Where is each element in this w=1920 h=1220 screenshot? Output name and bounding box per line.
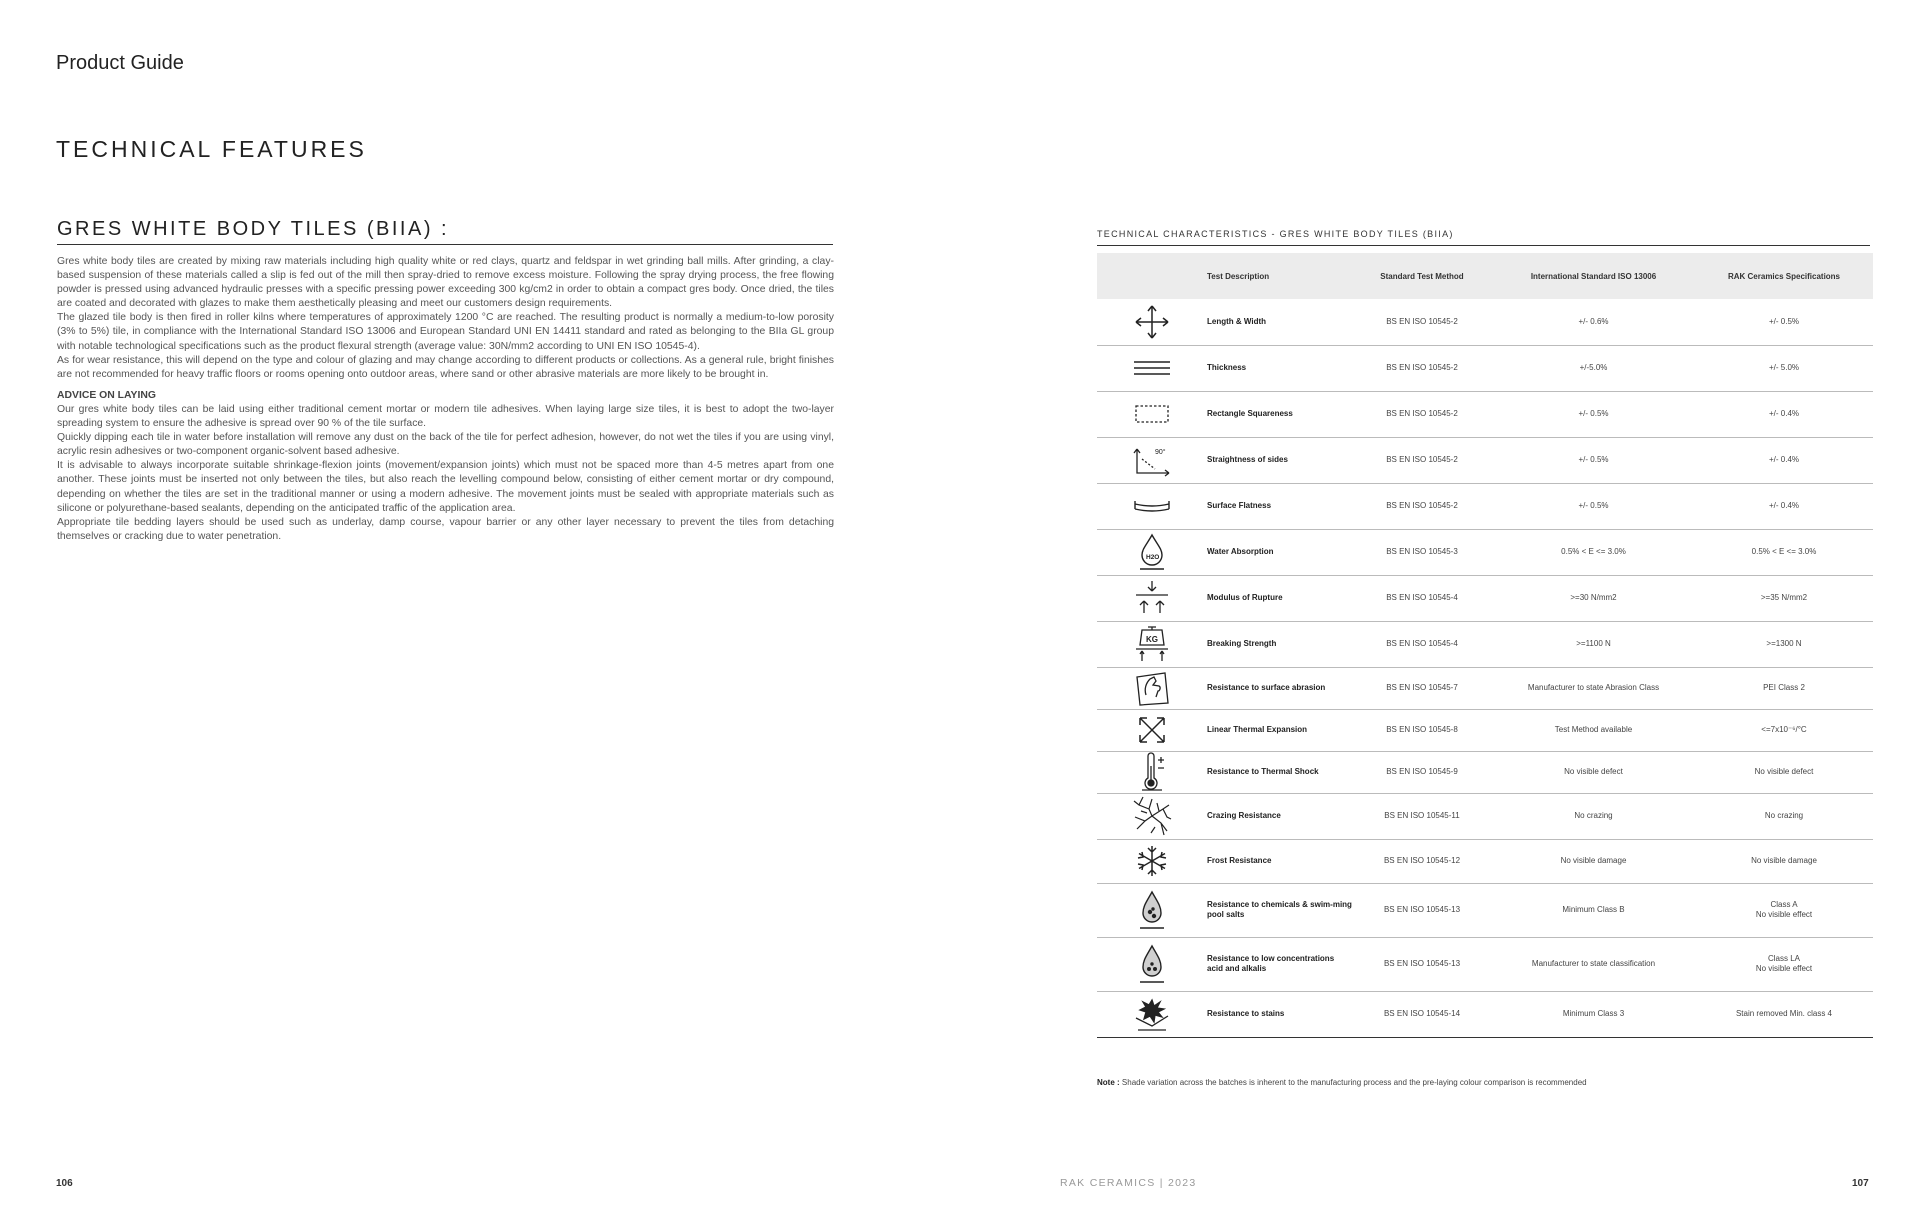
rak-value: >=1300 N: [1695, 621, 1873, 667]
test-method: BS EN ISO 10545-8: [1352, 709, 1492, 751]
iso-value: +/- 0.5%: [1492, 483, 1695, 529]
test-method: BS EN ISO 10545-3: [1352, 529, 1492, 575]
table-row: [1097, 991, 1873, 1037]
column-header: RAK Ceramics Specifications: [1695, 253, 1873, 299]
abrasion-hand-icon: [1097, 667, 1207, 709]
section-title: GRES WHITE BODY TILES (BIIA) :: [57, 218, 833, 245]
rak-value: Stain removed Min. class 4: [1695, 991, 1873, 1037]
kg-label: KG: [1146, 635, 1158, 644]
iso-value: +/- 0.5%: [1492, 437, 1695, 483]
test-description: Thickness: [1207, 345, 1352, 391]
iso-value: >=1100 N: [1492, 621, 1695, 667]
rak-value: No crazing: [1695, 793, 1873, 839]
thermometer-icon: [1097, 751, 1207, 793]
iso-value: Manufacturer to state Abrasion Class: [1492, 667, 1695, 709]
angle-label: 90°: [1155, 449, 1166, 456]
rak-value: No visible defect: [1695, 751, 1873, 793]
test-method: BS EN ISO 10545-2: [1352, 437, 1492, 483]
weight-kg-icon: [1097, 621, 1207, 667]
table-row: [1097, 937, 1873, 991]
iso-value: Minimum Class 3: [1492, 991, 1695, 1037]
footer-brand: RAK CERAMICS | 2023: [1060, 1177, 1197, 1189]
test-description: Resistance to surface abrasion: [1207, 667, 1352, 709]
page-title: TECHNICAL FEATURES: [56, 136, 367, 162]
icon-column-header: [1097, 253, 1207, 299]
rupture-arrows-icon: [1097, 575, 1207, 621]
table-row: [1097, 709, 1873, 751]
table-row: [1097, 667, 1873, 709]
test-description: Frost Resistance: [1207, 839, 1352, 883]
note-label: Note :: [1097, 1078, 1120, 1087]
test-description: Crazing Resistance: [1207, 793, 1352, 839]
column-header: Standard Test Method: [1352, 253, 1492, 299]
rak-value: Class LA No visible effect: [1695, 937, 1873, 991]
chemical-drop-icon: [1097, 883, 1207, 937]
flatness-curve-icon: [1097, 483, 1207, 529]
test-description: Water Absorption: [1207, 529, 1352, 575]
dashed-rectangle-icon: [1097, 391, 1207, 437]
iso-value: +/- 0.6%: [1492, 299, 1695, 345]
test-method: BS EN ISO 10545-2: [1352, 299, 1492, 345]
table-row: [1097, 621, 1873, 667]
test-method: BS EN ISO 10545-11: [1352, 793, 1492, 839]
note-text: Shade variation across the batches is inherent to the manufacturing process and the pre-laying colour comparison is recommended: [1121, 1078, 1587, 1087]
table-row: [1097, 391, 1873, 437]
rak-value: +/- 0.4%: [1695, 483, 1873, 529]
test-description: Surface Flatness: [1207, 483, 1352, 529]
test-method: BS EN ISO 10545-13: [1352, 883, 1492, 937]
table-row: [1097, 575, 1873, 621]
rak-value: <=7x10⁻⁶/°C: [1695, 709, 1873, 751]
iso-value: Manufacturer to state classification: [1492, 937, 1695, 991]
table-row: [1097, 793, 1873, 839]
table-header-row: [1097, 253, 1873, 299]
iso-value: No visible damage: [1492, 839, 1695, 883]
paragraph: Quickly dipping each tile in water before installation will remove any dust on the back of the tile for perfect adhesion, however, do not wet the tiles if you are using vinyl, acrylic resin adhesives or two-component organic-solvent based adhesive.: [57, 432, 834, 458]
rak-value: Class A No visible effect: [1695, 883, 1873, 937]
table-row: [1097, 299, 1873, 345]
test-description: Resistance to low concentrations acid and alkalis: [1207, 937, 1352, 991]
test-description: Modulus of Rupture: [1207, 575, 1352, 621]
test-description: Length & Width: [1207, 299, 1352, 345]
column-header: Test Description: [1207, 253, 1352, 299]
right-angle-icon: [1097, 437, 1207, 483]
table-row: [1097, 751, 1873, 793]
iso-value: >=30 N/mm2: [1492, 575, 1695, 621]
paragraph: Gres white body tiles are created by mixing raw materials including high quality white or red clays, quartz and feldspar in wet grinding ball mills. After grinding, a clay-based suspension of these materials called a slip is fed out of the mill then spray-dried to remove excess moisture. Following the spray drying process, the free flowing powder is pressed using advanced hydraulic presses with a specific pressing power exceeding 300 kg/cm2 in order to obtain a compact gres body. Once dried, the tiles are coated and decorated with glazes to make them aesthetically pleasing and meet our customers design requirements.: [57, 256, 834, 310]
test-description: Linear Thermal Expansion: [1207, 709, 1352, 751]
acid-drop-icon: [1097, 937, 1207, 991]
water-drop-icon: [1097, 529, 1207, 575]
expansion-arrows-icon: [1097, 709, 1207, 751]
iso-value: +/- 0.5%: [1492, 391, 1695, 437]
paragraph: It is advisable to always incorporate suitable shrinkage-flexion joints (movement/expansion joints) which must not be spaced more than 4-5 metres apart from one another. These joints must be inserted not only between the tiles, but also reach the levelling compound below, consisting of either cement mortar or dry compound, depending on whether the tiles are set in the traditional manner or using a modern adhesive. The movement joints must be sealed with appropriate materials such as silicone or polyurethane-based sealants, depending on the anticipated traffic of the application area.: [57, 460, 834, 514]
snowflake-icon: [1097, 839, 1207, 883]
test-method: BS EN ISO 10545-14: [1352, 991, 1492, 1037]
test-description: Resistance to stains: [1207, 991, 1352, 1037]
table-row: [1097, 437, 1873, 483]
section-body: [57, 255, 834, 544]
test-method: BS EN ISO 10545-4: [1352, 575, 1492, 621]
iso-value: No visible defect: [1492, 751, 1695, 793]
test-description: Breaking Strength: [1207, 621, 1352, 667]
rak-value: +/- 5.0%: [1695, 345, 1873, 391]
table-row: [1097, 839, 1873, 883]
stain-icon: [1097, 991, 1207, 1037]
rak-value: >=35 N/mm2: [1695, 575, 1873, 621]
test-method: BS EN ISO 10545-2: [1352, 483, 1492, 529]
table-heading: TECHNICAL CHARACTERISTICS - GRES WHITE BODY TILES (BIIA): [1097, 229, 1870, 246]
page-number-left: 106: [56, 1178, 73, 1189]
crazing-cracks-icon: [1097, 793, 1207, 839]
table-row: [1097, 529, 1873, 575]
paragraph: The glazed tile body is then fired in roller kilns where temperatures of approximately 1200 °C are reached. The resulting product is normally a medium-to-low porosity (3% to 5%) tile, in compliance with the International Standard ISO 13006 and European Standard UNI EN 14411 standard and rated as belonging to the BIIa GL group with notable technological specifications such as the product flexural strength (average value: 30N/mm2 according to UNI EN ISO 10545-4).: [57, 312, 834, 352]
test-method: BS EN ISO 10545-13: [1352, 937, 1492, 991]
footnote: [1097, 1078, 1587, 1087]
iso-value: +/-5.0%: [1492, 345, 1695, 391]
rak-value: No visible damage: [1695, 839, 1873, 883]
iso-value: No crazing: [1492, 793, 1695, 839]
advice-heading: ADVICE ON LAYING: [57, 389, 156, 401]
test-description: Rectangle Squareness: [1207, 391, 1352, 437]
test-method: BS EN ISO 10545-12: [1352, 839, 1492, 883]
iso-value: Minimum Class B: [1492, 883, 1695, 937]
page-number-right: 107: [1852, 1178, 1869, 1189]
test-description: Straightness of sides: [1207, 437, 1352, 483]
rak-value: +/- 0.5%: [1695, 299, 1873, 345]
iso-value: Test Method available: [1492, 709, 1695, 751]
test-description: Resistance to Thermal Shock: [1207, 751, 1352, 793]
rak-value: +/- 0.4%: [1695, 437, 1873, 483]
test-method: BS EN ISO 10545-7: [1352, 667, 1492, 709]
test-method: BS EN ISO 10545-2: [1352, 345, 1492, 391]
arrows-cross-icon: [1097, 299, 1207, 345]
column-header: International Standard ISO 13006: [1492, 253, 1695, 299]
test-method: BS EN ISO 10545-9: [1352, 751, 1492, 793]
test-description: Resistance to chemicals & swim-ming pool salts: [1207, 883, 1352, 937]
paragraph: Our gres white body tiles can be laid using either traditional cement mortar or modern tile adhesives. When laying large size tiles, it is best to adopt the two-layer spreading system to ensure the adhesive is spread over 90 % of the tile surface.: [57, 403, 834, 430]
table-row: [1097, 345, 1873, 391]
thickness-lines-icon: [1097, 345, 1207, 391]
rak-value: 0.5% < E <= 3.0%: [1695, 529, 1873, 575]
paragraph: Appropriate tile bedding layers should be used such as underlay, damp course, vapour barrier or any other layer necessary to prevent the tiles from detaching themselves or cracking due to water penetration.: [57, 516, 834, 542]
test-method: BS EN ISO 10545-2: [1352, 391, 1492, 437]
h2o-label: H2O: [1146, 554, 1160, 561]
product-guide-label: Product Guide: [56, 52, 184, 74]
iso-value: 0.5% < E <= 3.0%: [1492, 529, 1695, 575]
test-method: BS EN ISO 10545-4: [1352, 621, 1492, 667]
table-row: [1097, 483, 1873, 529]
rak-value: +/- 0.4%: [1695, 391, 1873, 437]
spec-table: [1097, 253, 1873, 1038]
table-row: [1097, 883, 1873, 937]
rak-value: PEI Class 2: [1695, 667, 1873, 709]
paragraph: As for wear resistance, this will depend on the type and colour of glazing and may change according to different products or collections. As a general rule, bright finishes are not recommended for heavy traffic floors or rooms opening onto outdoor areas, where sand or other abrasive materials are more likely to be brought in.: [57, 354, 834, 380]
